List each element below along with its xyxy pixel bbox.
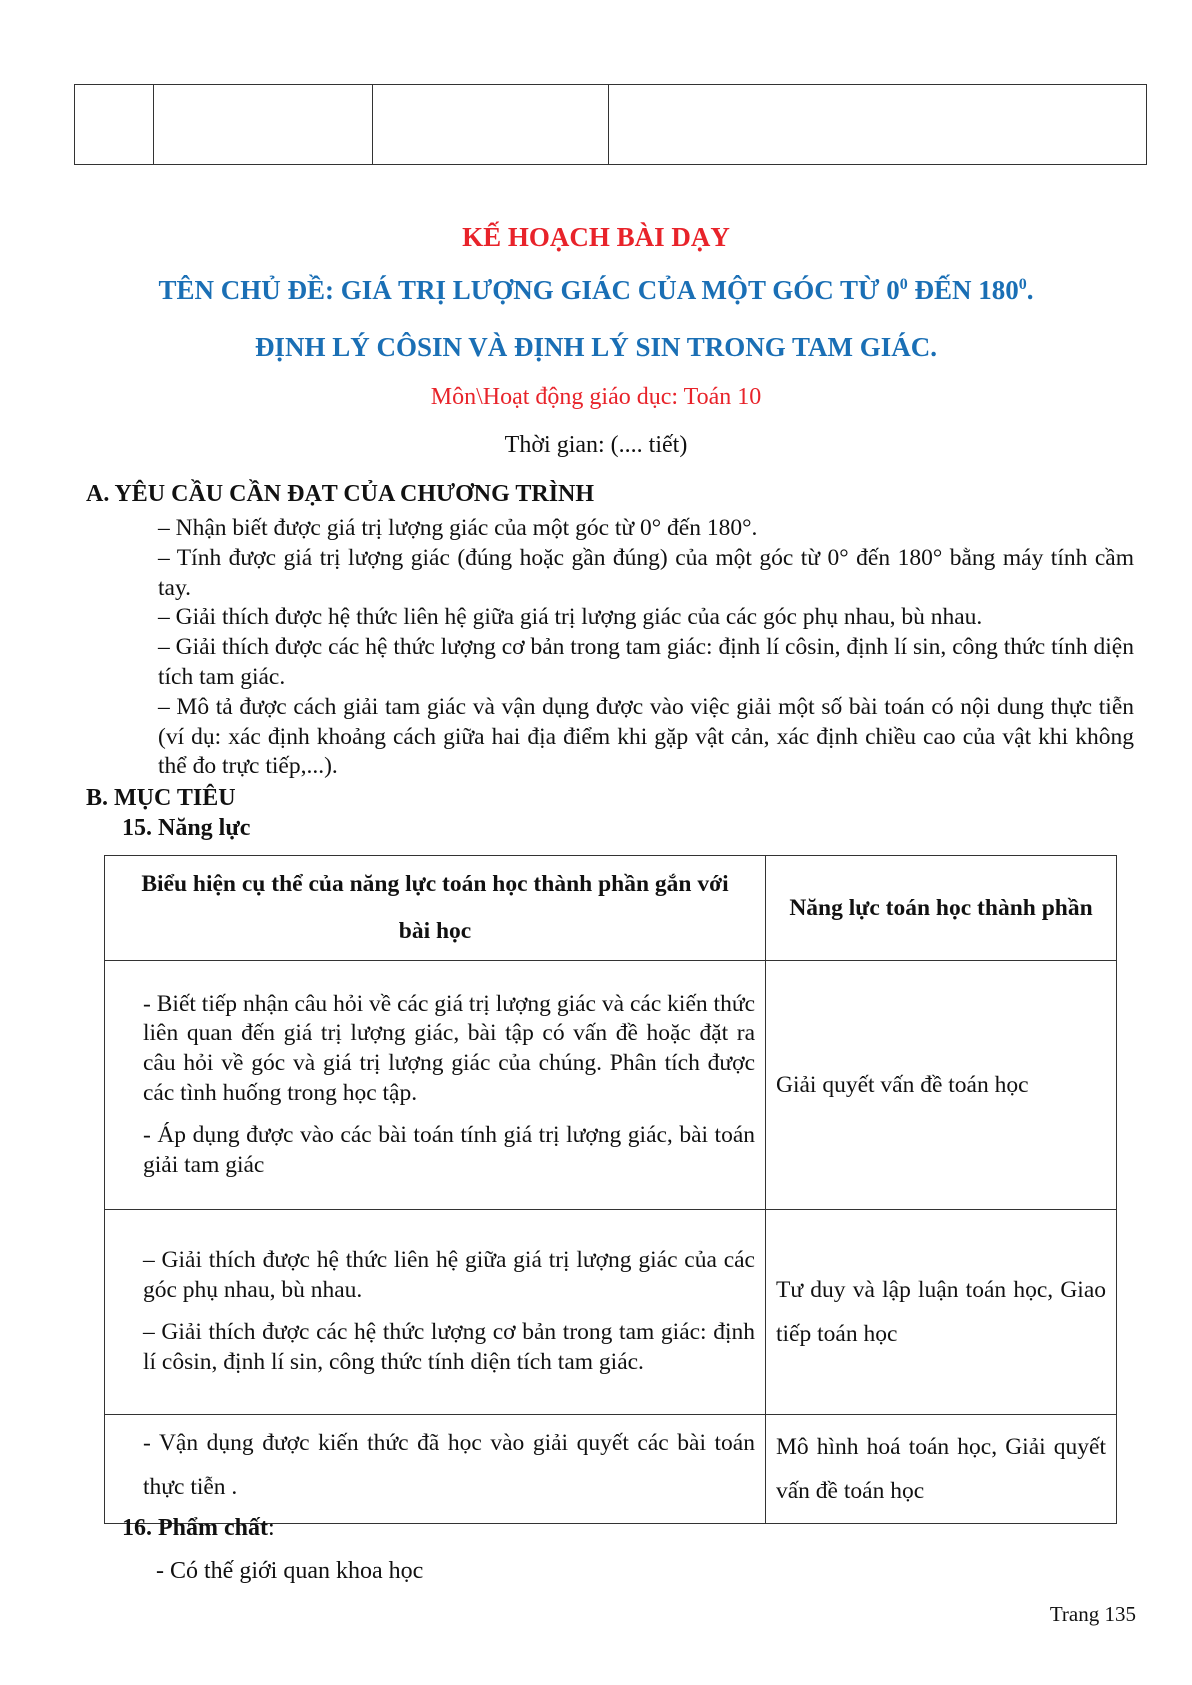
- topic-line-1: TÊN CHỦ ĐỀ: GIÁ TRỊ LƯỢNG GIÁC CỦA MỘT GÓC TỪ $0^0$ ĐẾN $180^0$.: [158, 275, 1034, 305]
- header-cell: [373, 85, 609, 165]
- competency-cell: Giải quyết vấn đề toán học: [766, 961, 1117, 1210]
- table-row: [105, 1210, 1117, 1415]
- requirement-item: – Giải thích được các hệ thức lượng cơ bản trong tam giác: định lí côsin, định lí sin, công thức tính diện tích tam giác.: [158, 634, 1134, 690]
- subject-line: Môn\Hoạt động giáo dục: Toán 10: [430, 384, 762, 410]
- requirement-item: – Mô tả được cách giải tam giác và vận dụng được vào việc giải một số bài toán có nội dung thực tiễn (ví dụ: xác định khoảng cách giữa hai địa điểm khi gặp vật cản, xác định chiều cao của vật khi không thể đo trực tiếp,...).: [158, 693, 1134, 780]
- requirement-item: – Nhận biết được giá trị lượng giác của một góc từ 0° đến 180°.: [158, 515, 758, 541]
- header-cell: [154, 85, 373, 165]
- competency-table: [104, 855, 1117, 1524]
- header-table: [74, 84, 1147, 165]
- competency-subheading: 15. Năng lực: [122, 815, 251, 841]
- quality-subheading: 16. Phẩm chất:: [122, 1515, 275, 1541]
- table-row: [105, 961, 1117, 1210]
- requirements-list: [158, 514, 1134, 782]
- requirement-item: – Giải thích được hệ thức liên hệ giữa giá trị lượng giác của các góc phụ nhau, bù nhau.: [158, 604, 983, 631]
- plan-title: KẾ HOẠCH BÀI DẠY: [462, 222, 730, 252]
- table-header-description: Biểu hiện cụ thể của năng lực toán học thành phần gắn với bài học: [105, 856, 766, 961]
- header-cell: [75, 85, 154, 165]
- requirement-item: – Tính được giá trị lượng giác (đúng hoặc gần đúng) của một góc từ 0° đến 180° bằng máy tính cầm tay.: [158, 544, 1134, 601]
- description-cell: – Giải thích được hệ thức liên hệ giữa giá trị lượng giác của các góc phụ nhau, bù nhau. – Giải thích được các hệ thức lượng cơ bản trong tam giác: định lí côsin, định lí sin, công thức tính diện tích tam giác.: [105, 1210, 766, 1415]
- table-row: [105, 1415, 1117, 1524]
- table-header-competency: Năng lực toán học thành phần: [766, 856, 1117, 961]
- topic-line-2: ĐỊNH LÝ CÔSIN VÀ ĐỊNH LÝ SIN TRONG TAM GIÁC.: [254, 332, 938, 362]
- time-line: Thời gian: (.... tiết): [504, 432, 688, 458]
- section-b-heading: B. MỤC TIÊU: [86, 785, 236, 811]
- description-cell: - Biết tiếp nhận câu hỏi về các giá trị lượng giác và các kiến thức liên quan đến giá trị lượng giác, bài tập có vấn đề hoặc đặt ra câu hỏi về góc và giá trị lượng giác của chúng. Phân tích được các tình huống trong học tập. - Áp dụng được vào các bài toán tính giá trị lượng giác, bài toán giải tam giác: [105, 961, 766, 1210]
- quality-item: - Có thế giới quan khoa học: [156, 1558, 424, 1584]
- page-number: Trang 135: [1049, 1602, 1136, 1626]
- competency-cell: Mô hình hoá toán học, Giải quyết vấn đề toán học: [766, 1415, 1117, 1524]
- section-a-heading: A. YÊU CẦU CẦN ĐẠT CỦA CHƯƠNG TRÌNH: [86, 481, 595, 507]
- description-cell: - Vận dụng được kiến thức đã học vào giải quyết các bài toán thực tiễn .: [105, 1415, 766, 1524]
- competency-cell: Tư duy và lập luận toán học, Giao tiếp toán học: [766, 1210, 1117, 1415]
- header-cell: [609, 85, 1147, 165]
